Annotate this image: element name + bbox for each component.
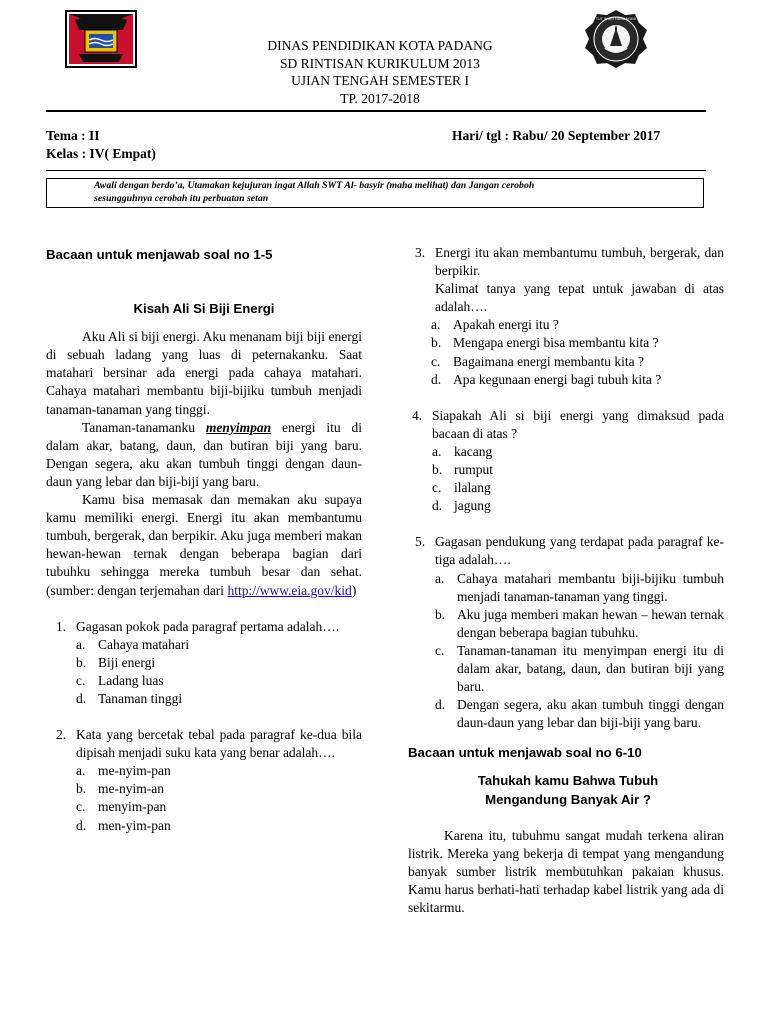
story-title-2-line-2: Mengandung Banyak Air ? <box>485 791 651 807</box>
option-b[interactable]: b. Biji energi <box>76 654 156 670</box>
option-a[interactable]: a. Cahaya matahari membantu biji-bijiku tumbuh menjadi tanaman-tanaman yang tinggi. <box>435 570 724 604</box>
header-line-agency: DINAS PENDIDIKAN KOTA PADANG <box>267 38 493 53</box>
option-b[interactable]: b. Mengapa energi bisa membantu kita ? <box>431 335 659 351</box>
header-line-year: TP. 2017-2018 <box>340 90 420 106</box>
question-text: Gagasan pokok pada paragraf pertama adalah…. <box>76 618 340 634</box>
option-d[interactable]: d. Tanaman tinggi <box>76 690 183 706</box>
question-number: 1. <box>56 618 67 634</box>
story-paragraph-3: Kamu bisa memasak dan memakan aku supaya kamu memiliki energi. Energi itu akan membantumu tumbuh, bergerak, dan berpikir. Aku juga memberi makan hewan-hewan ternak dengan beberapa bagian dari tubuhku sehingga mereka tumbuh besar dan sehat. (sumber: dengan terjemahan dari http://www.eia.gov/kid) <box>46 492 362 598</box>
question-1 <box>56 618 362 708</box>
question-number: 2. <box>56 727 67 743</box>
reading-title-2: Bacaan untuk menjawab soal no 6-10 <box>408 745 642 761</box>
class-label: Kelas : IV( Empat) <box>46 146 156 161</box>
story-title-2-line-1: Tahukah kamu Bahwa Tubuh <box>477 773 659 789</box>
option-d[interactable]: d. men-yim-pan <box>76 817 171 833</box>
source-link[interactable]: http://www.eia.gov/kid <box>227 582 352 598</box>
story-paragraph-1: Aku Ali si biji energi. Aku menanam biji biji energi di sebuah ladang yang luas di peternakanku. Saat matahari bersinar ada energi pada cahaya matahari. Cahaya matahari membantu biji-bijiku tumbuh menjadi tanaman-tanaman yang tinggi. <box>46 329 362 417</box>
question-3 <box>415 244 724 389</box>
question-text: Energi itu akan membantumu tumbuh, bergerak, dan berpikir. <box>435 245 724 279</box>
question-4 <box>412 407 724 516</box>
header-line-exam: UJIAN TENGAH SEMESTER I <box>291 73 469 88</box>
school-header <box>150 37 610 107</box>
motto-text <box>94 180 700 205</box>
option-c[interactable]: c. ilalang <box>432 480 491 496</box>
option-b[interactable]: b. rumput <box>432 462 493 478</box>
question-text: Gagasan pendukung yang terdapat pada paragraf ke-tiga adalah…. <box>435 534 724 568</box>
padang-crest-logo <box>65 10 137 68</box>
motto-line-1: Awali dengan berdo’a, Utamakan kejujuran ingat Allah SWT Al- basyir (maha melihat) dan Jangan ceroboh <box>94 180 535 191</box>
reading-title-1: Bacaan untuk menjawab soal no 1-5 <box>46 247 273 262</box>
option-d[interactable]: d. jagung <box>432 498 491 514</box>
header-line-school: SD RINTISAN KURIKULUM 2013 <box>280 55 480 71</box>
option-c[interactable]: c. Ladang luas <box>76 672 164 688</box>
question-number: 3. <box>415 245 426 260</box>
question-5 <box>415 533 724 732</box>
option-b[interactable]: b. me-nyim-an <box>76 781 164 797</box>
question-number: 4. <box>412 407 423 423</box>
story-title-1: Kisah Ali Si Biji Energi <box>133 301 275 317</box>
bold-word: menyimpan <box>205 419 272 435</box>
right-column <box>408 244 724 917</box>
header-divider <box>46 110 706 112</box>
option-a[interactable]: a. me-nyim-pan <box>76 763 171 779</box>
option-a[interactable]: a. Cahaya matahari <box>76 636 190 652</box>
motto-line-2: sesungguhnya cerobah itu perbuatan setan <box>94 192 269 204</box>
option-c[interactable]: c. menyim-pan <box>76 799 167 815</box>
option-a[interactable]: a. kacang <box>432 443 493 459</box>
option-d[interactable]: d. Dengan segera, aku akan tumbuh tinggi dengan daun-daun yang lebar dan biji-biji yang baru. <box>435 697 724 731</box>
question-text: Siapakah Ali si biji energi yang dimaksud pada bacaan di atas ? <box>432 407 724 441</box>
question-text: Kata yang bercetak tebal pada paragraf ke-dua bila dipisah menjadi suku kata yang benar adalah…. <box>76 727 362 761</box>
meta-divider <box>46 170 706 171</box>
question-number: 5. <box>415 534 426 550</box>
story-2-paragraph-1: Karena itu, tubuhmu sangat mudah terkena aliran listrik. Mereka yang bekerja di tempat yang mengandung banyak sumber listrik membutuhkan pakaian khusus. Kamu harus berhati-hati terhadap kabel listrik yang ada di sekitarmu. <box>408 827 724 915</box>
date-label: Hari/ tgl : Rabu/ 20 September 2017 <box>452 128 661 143</box>
story-paragraph-2: Tanaman-tanamanku menyimpan energi itu di dalam akar, batang, daun, dan butiran biji yang baru. Dengan segera, aku akan tumbuh tinggi dengan daun-daun yang lebar dan biji-biji yang baru. <box>46 419 362 489</box>
option-a[interactable]: a. Apakah energi itu ? <box>431 317 559 333</box>
option-b[interactable]: b. Aku juga memberi makan hewan – hewan ternak dengan beberapa bagian tubuhku. <box>435 606 724 640</box>
theme-label: Tema : II <box>46 128 100 143</box>
option-c[interactable]: c. Bagaimana energi membantu kita ? <box>431 353 644 369</box>
question-prompt: Kalimat tanya yang tepat untuk jawaban di atas adalah…. <box>435 281 724 315</box>
option-c[interactable]: c. Tanaman-tanaman itu menyimpan energi itu di dalam akar, batang, daun, dan butiran biji yang baru. <box>435 642 724 695</box>
question-2 <box>56 726 362 835</box>
emblem-motto: TUT WURI HANDAYANI <box>595 17 637 21</box>
left-column <box>46 246 362 835</box>
option-d[interactable]: d. Apa kegunaan energi bagi tubuh kita ? <box>431 371 662 387</box>
